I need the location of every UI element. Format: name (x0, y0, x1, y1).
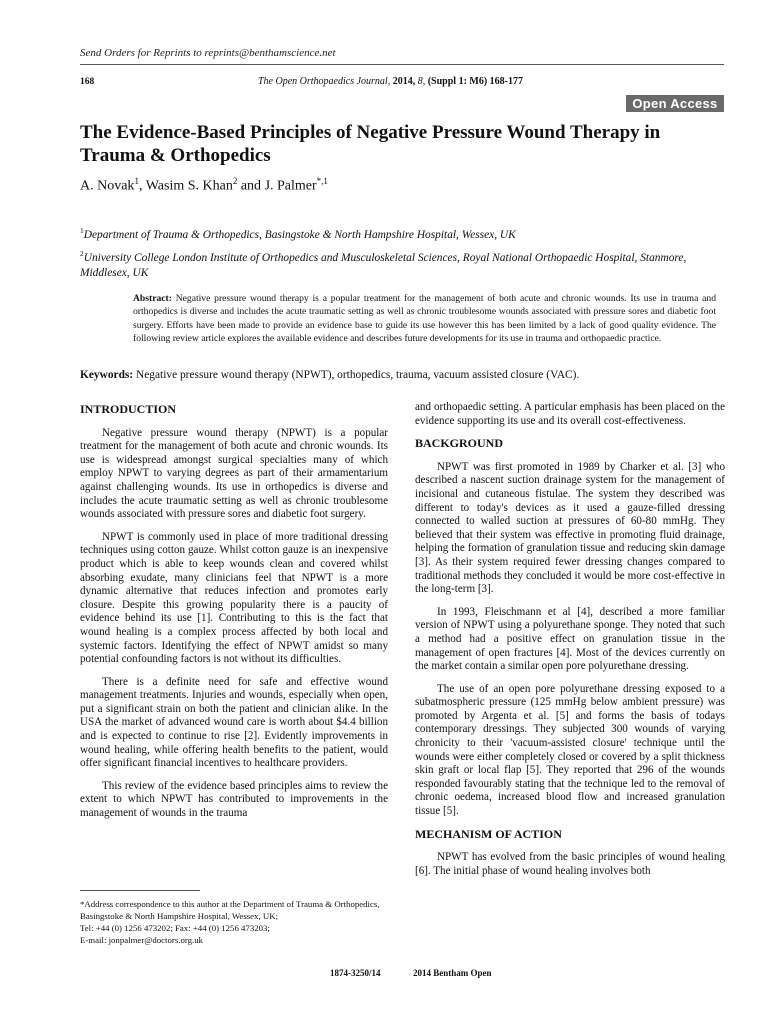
footnote-line: *Address correspondence to this author at the Department of Trauma & Orthopedics, Basingstoke & North Hampshire Hospital, Wessex, UK; (80, 899, 380, 921)
author-affil-marker: 2 (232, 176, 238, 186)
author-separator: , (138, 178, 146, 194)
journal-supplement: (Suppl 1: M6) 168-177 (427, 76, 524, 87)
abstract (133, 292, 716, 345)
footnote-rule (80, 890, 200, 891)
affiliation-text: Department of Trauma & Orthopedics, Basingstoke & North Hampshire Hospital, Wessex, UK (83, 228, 516, 241)
author-name: A. Novak (80, 178, 135, 194)
reprint-notice: Send Orders for Reprints to reprints@benthamscience.net (80, 47, 336, 59)
paragraph: NPWT is commonly used in place of more traditional dressing techniques using cotton gauze. Whilst cotton gauze is an inexpensive product which is able to keep wounds clean and covered whilst absorbing exudate, many clinicians feel that NPWT is a more dynamic alternative that reduces infection and promotes early closure. Despite this growing popularity there is a paucity of evidence behind its use [1]. Contributing to this is the fact that wound healing is a complex process affected by both local and systemic factors. Identifying the effect of NPWT amidst so many potential confounding factors is not without its difficulties. (80, 530, 388, 666)
affiliation-marker: 1 (80, 226, 84, 235)
footnote-line: Tel: +44 (0) 1256 473202; Fax: +44 (0) 1256 473203; (80, 923, 270, 933)
author-list (80, 176, 328, 195)
keywords-text: Negative pressure wound therapy (NPWT), orthopedics, trauma, vacuum assisted closure (VAC). (136, 369, 580, 381)
left-column (80, 403, 388, 830)
paragraph: This review of the evidence based principles aims to review the extent to which NPWT has contributed to improvements in the management of wounds in the trauma (80, 779, 388, 820)
paragraph: In 1993, Fleischmann et al [4], described a more familiar version of NPWT using a polyurethane sponge. They noted that such a method had a positive effect on granulation tissue in the management of open fractures [4]. Most of the devices currently on the market contain a similar open pore polyurethane dressing. (415, 605, 725, 673)
affiliation-2 (80, 246, 728, 281)
section-heading-introduction: INTRODUCTION (80, 402, 177, 416)
open-access-badge: Open Access (626, 95, 724, 112)
footer-publisher: 2014 Bentham Open (413, 968, 492, 978)
abstract-label: Abstract: (133, 293, 172, 304)
author-name: J. Palmer (264, 178, 317, 194)
correspondence-footnote (80, 898, 390, 946)
author-name: Wasim S. Khan (145, 178, 233, 194)
paragraph: The use of an open pore polyurethane dressing exposed to a subatmospheric pressure (125 mmHg below ambient pressure) was promoted by Argenta et al. [5] and forms the basis of todays contemporary dressings. They subjected 300 wounds of varying chronicity to their 'vacuum-assisted closure' technique until the wounds were either completely closed or covered by a split thickness skin graft or local flap [5]. They reported that 296 of the wounds responded favourably stating that the technique led to the removal of chronic oedema, increased blood flow and increased granulation tissue [5]. (415, 682, 725, 818)
author-affil-marker: 1 (134, 176, 139, 186)
paragraph: NPWT was first promoted in 1989 by Charker et al. [3] who described a nascent suction drainage system for the management of incisional and cutaneous fistulae. The system they described was different to today's devices as it used a gauze-filled dressing connected to walled suction at pressures of 60-80 mmHg. They believed that their system was effective in promoting fluid drainage, helping the formation of granulation tissue and reducing skin damage [3]. As their system required fewer dressing changes compared to traditional methods they concluded it would be more cost-effective in the long-term [3]. (415, 460, 725, 596)
journal-citation (258, 76, 523, 87)
section-heading-background: BACKGROUND (415, 436, 504, 451)
paragraph: There is a definite need for safe and effective wound management treatments. Injuries and wounds, especially when open, put a significant strain on both the patient and clinician alike. In the USA the market of advanced wound care is worth about $4.4 billion and is expected to continue to rise [2]. Evidently improvements in wound healing, while offering health benefits to the patient, would offer significant financial incentives to healthcare providers. (80, 675, 388, 770)
journal-year: 2014, (392, 76, 416, 87)
journal-volume: 8, (417, 76, 426, 87)
article-title: The Evidence-Based Principles of Negative Pressure Wound Therapy in Trauma & Orthopedics (80, 122, 661, 166)
keywords (80, 369, 728, 381)
footer-issn: 1874-3250/14 (330, 968, 381, 978)
paragraph-continuation: and orthopaedic setting. A particular emphasis has been placed on the evidence supporting its use and its overall cost-effectiveness. (415, 401, 725, 427)
affiliation-text: University College London Institute of Orthopedics and Musculoskeletal Sciences, Royal National Orthopaedic Hospital, Stanmore, Middlesex, UK (80, 251, 687, 279)
footnote-line: E-mail: jonpalmer@doctors.org.uk (80, 935, 204, 945)
keywords-label: Keywords: (80, 369, 134, 381)
abstract-text: Negative pressure wound therapy is a popular treatment for the management of both acute and chronic wounds. Its use in trauma and orthopedics is diverse and includes the acute traumatic setting as well as chronic troublesome wounds associated with pressure sores and diabetic foot surgery. Efforts have been made to provide an evidence base to guide its use however this has been limited by a lack of good quality evidence. The following review article explores the available evidence and describes future developments for its use in trauma and orthopaedic practice. (133, 293, 717, 344)
affiliation-1 (80, 223, 728, 243)
journal-name: The Open Orthopaedics Journal, (258, 76, 391, 87)
right-column (415, 401, 725, 887)
header-rule (80, 64, 724, 65)
section-heading-mechanism: MECHANISM OF ACTION (415, 826, 562, 841)
affiliation-marker: 2 (80, 249, 84, 258)
paragraph: Negative pressure wound therapy (NPWT) is a popular treatment for the management of both acute and chronic wounds. Its use is widespread amongst surgical specialties many of which employ NPWT to varying degrees as part of their armamentarium against challenging wounds. Its use in orthopedics is diverse and includes the acute traumatic setting as well as chronic troublesome wounds associated with pressure sores and diabetic foot surgery. (80, 426, 388, 521)
page-number: 168 (80, 77, 95, 87)
author-affil-marker: *,1 (316, 176, 328, 186)
paragraph: NPWT has evolved from the basic principles of wound healing [6]. The initial phase of wound healing involves both (415, 851, 725, 877)
author-separator: and (237, 178, 265, 194)
